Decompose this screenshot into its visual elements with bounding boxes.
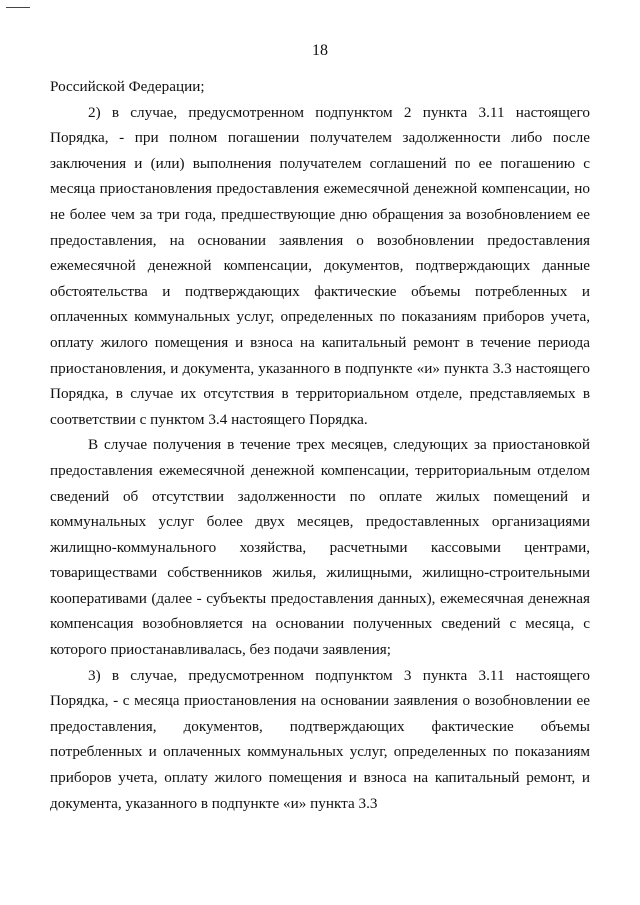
document-body xyxy=(50,74,590,816)
corner-mark xyxy=(6,7,30,8)
paragraph-item-2: 2) в случае, предусмотренном подпунктом 2 пункта 3.11 настоящего Порядка, - при полном погашении получателем задолженности либо после заключения и (или) выполнения получателем соглашений по ее погашению с месяца приостановления предоставления ежемесячной денежной компенсации, но не более чем за три года, предшествующие дню обращения за возобновлением ее предоставления, на основании заявления о возобновлении предоставления ежемесячной денежной компенсации, документов, подтверждающих данные обстоятельства и подтверждающих фактические объемы потребленных и оплаченных коммунальных услуг, определенных по показаниям приборов учета, оплату жилого помещения и взноса на капитальный ремонт в течение периода приостановления, и документа, указанного в подпункте «и» пункта 3.3 настоящего Порядка, в случае их отсутствия в территориальном отделе, представляемых в соответствии с пунктом 3.4 настоящего Порядка. xyxy=(50,103,590,428)
paragraph-continuation: Российской Федерации; xyxy=(50,78,205,95)
page-number: 18 xyxy=(312,42,328,59)
paragraph-item-3: 3) в случае, предусмотренном подпунктом 3 пункта 3.11 настоящего Порядка, - с месяца приостановления на основании заявления о возобновлении ее предоставления, документов, подтверждающих фактические объемы потребленных и оплаченных коммунальных услуг, определенных по показаниям приборов учета, оплату жилого помещения и взноса на капитальный ремонт, и документа, указанного в подпункте «и» пункта 3.3 xyxy=(50,666,590,812)
paragraph-auto-resume: В случае получения в течение трех месяцев, следующих за приостановкой предоставления ежемесячной денежной компенсации, территориальным отделом сведений об отсутствии задолженности по оплате жилых помещений и коммунальных услуг более двух месяцев, предоставленных организациями жилищно-коммунального хозяйства, расчетными кассовыми центрами, товариществами собственников жилья, жилищными, жилищно-строительными кооперативами (далее - субъекты предоставления данных), ежемесячная денежная компенсация возобновляется на основании полученных сведений с месяца, с которого приостанавливалась, без подачи заявления; xyxy=(50,436,590,659)
